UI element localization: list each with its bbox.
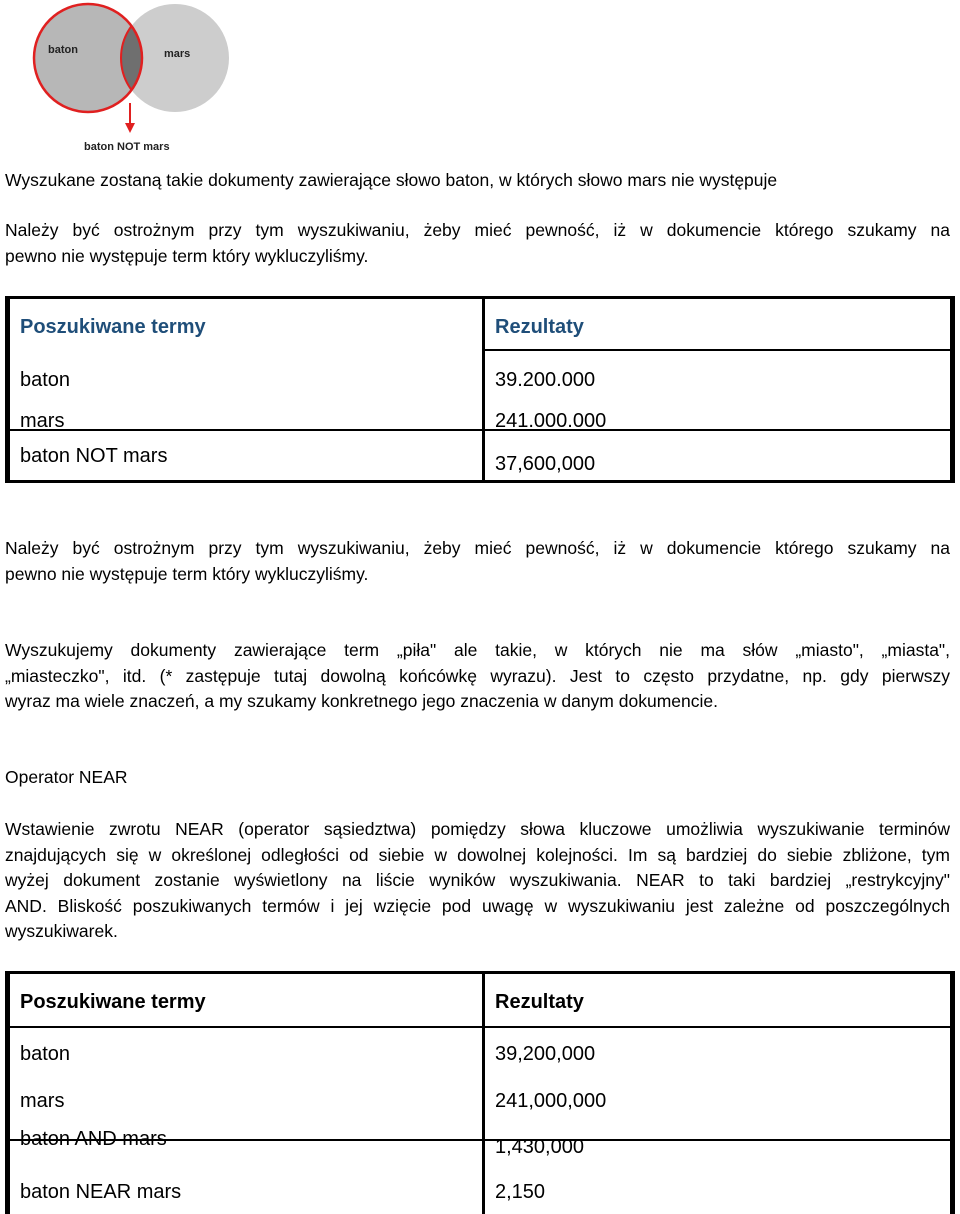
table2-header-results: Rezultaty [495,991,584,1013]
warning-paragraph-2: Należy być ostrożnym przy tym wyszukiwaniu, żeby mieć pewność, iż w dokumencie którego szukamy na pewno nie występuje term który wykluczyliśmy. [5,538,950,584]
near-heading: Operator NEAR [5,767,128,787]
results-table-2 [5,971,955,1214]
table2-row-term: baton AND mars [20,1128,167,1150]
warning-paragraph-1: Należy być ostrożnym przy tym wyszukiwaniu, żeby mieć pewność, iż w dokumencie którego szukamy na pewno nie występuje term który wykluczyliśmy. [5,220,950,266]
table1-header-results: Rezultaty [495,316,584,338]
table2-row-term: baton [20,1043,71,1065]
intro-paragraph [5,168,950,194]
table1-row-result: 241.000.000 [495,410,607,432]
table2-header-terms: Poszukiwane termy [20,991,206,1013]
table1-row-result: 37,600,000 [495,453,596,475]
table2-row-result: 241,000,000 [495,1090,607,1112]
exclusion-paragraph: Wyszukujemy dokumenty zawierające term „piła" ale takie, w których nie ma słów „miasto", „miasta", „miasteczko", itd. (* zastępuje tutaj dowolną końcówkę wyrazu). Jest to często przydatne, np. gdy pierwszy wyraz ma wiele znaczeń, a my szukamy konkretnego jego znaczenia w danym dokumencie. [5,640,950,711]
table1-row-term: mars [20,410,65,432]
table2-row-term: mars [20,1090,65,1112]
table2-row-result: 39,200,000 [495,1043,596,1065]
table1-row-result: 39.200.000 [495,369,596,391]
near-paragraph: Wstawienie zwrotu NEAR (operator sąsiedztwa) pomiędzy słowa kluczowe umożliwia wyszukiwanie terminów znajdujących się w określonej odległości od siebie w dowolnej kolejności. Im są bardziej do siebie zbliżone, tym wyżej dokument zostanie wyświetlony na liście wyników wyszukiwania. NEAR to taki bardziej „restrykcyjny" AND. Bliskość poszukiwanych termów i jej wzięcie pod uwagę w wyszukiwaniu jest zależne od poszczególnych wyszukiwarek. [5,819,950,941]
venn-diagram [20,0,240,155]
results-table-1 [5,296,955,483]
venn-label-result: baton NOT mars [84,141,170,153]
table2-row-result: 1,430,000 [495,1136,584,1158]
table1-header-terms: Poszukiwane termy [20,316,206,338]
table2-row-result: 2,150 [495,1181,546,1203]
venn-label-mars: mars [164,48,191,60]
venn-label-baton: baton [48,44,78,56]
table1-row-term: baton NOT mars [20,445,168,467]
venn-arrow-head [125,123,135,133]
table2-row-term: baton NEAR mars [20,1181,182,1203]
intro-text: Wyszukane zostaną takie dokumenty zawierające słowo baton, w których słowo mars nie występuje [5,170,778,190]
table1-row-term: baton [20,369,71,391]
